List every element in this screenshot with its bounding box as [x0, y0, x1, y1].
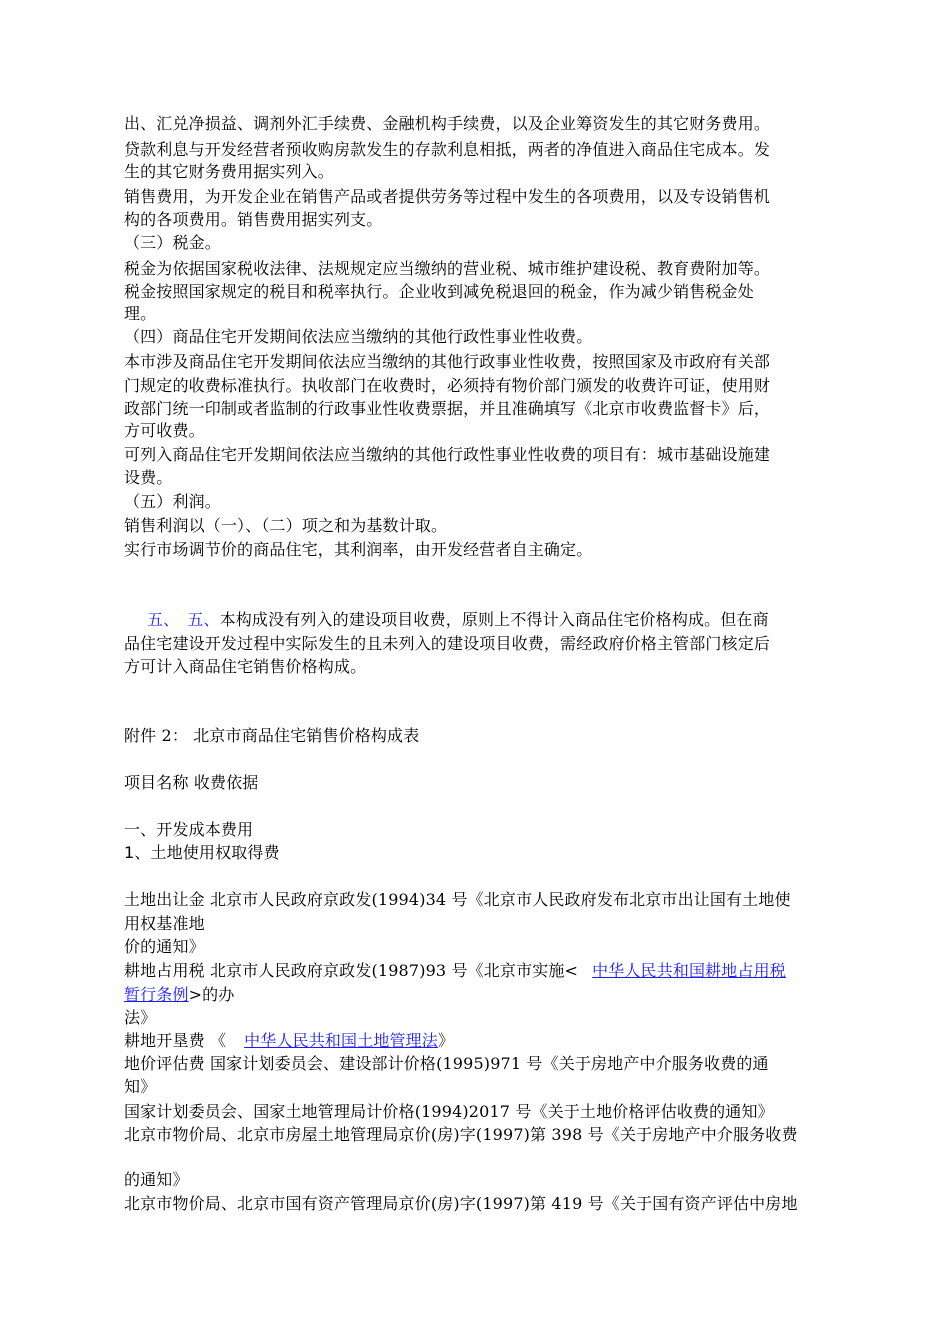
subsection-heading: 1、土地使用权取得费 — [124, 843, 280, 862]
annex-title: 附件 2： 北京市商品住宅销售价格构成表 — [124, 726, 420, 745]
table-row: 价的通知》 — [124, 937, 205, 956]
text-line: 实行市场调节价的商品住宅，其利润率，由开发经营者自主确定。 — [124, 540, 593, 559]
table-row: 知》 — [124, 1077, 157, 1096]
table-row — [124, 1030, 454, 1052]
table-row: 用权基准地 — [124, 914, 205, 933]
table-row: 的通知》 — [124, 1170, 189, 1189]
table-row: 法》 — [124, 1008, 157, 1027]
text-line: 方可计入商品住宅销售价格构成。 — [124, 657, 367, 676]
text-line: 门规定的收费标准执行。执收部门在收费时，必须持有物价部门颁发的收费许可证，使用财 — [124, 376, 771, 395]
text-line: 本构成没有列入的建设项目收费，原则上不得计入商品住宅价格构成。但在商 — [219, 610, 769, 629]
law-link-farmland-tax[interactable]: 中华人民共和国耕地占用税 — [592, 961, 786, 980]
law-link-land-management[interactable]: 中华人民共和国土地管理法 — [244, 1031, 438, 1050]
text-line: 政部门统一印制或者监制的行政事业性收费票据，并且准确填写《北京市收费监督卡》后， — [124, 399, 771, 418]
text-line: 可列入商品住宅开发期间依法应当缴纳的其他行政性事业性收费的项目有：城市基础设施建 — [124, 445, 771, 464]
row-text: >的办 — [188, 985, 235, 1004]
table-row: 北京市物价局、北京市房屋土地管理局京价(房)字(1997)第 398 号《关于房地产中介服务收费 — [124, 1125, 798, 1144]
text-line: 构的各项费用。销售费用据实列支。 — [124, 210, 383, 229]
text-line: 本市涉及商品住宅开发期间依法应当缴纳的其他行政事业性收费，按照国家及市政府有关部 — [124, 352, 771, 371]
text-line: 理。 — [124, 304, 157, 323]
text-line: 设费。 — [124, 468, 173, 487]
text-line: 税金为依据国家税收法律、法规规定应当缴纳的营业税、城市维护建设税、教育费附加等。 — [124, 259, 771, 278]
table-row — [124, 960, 786, 982]
table-row — [124, 984, 234, 1006]
list-number: 五、 — [147, 610, 180, 629]
text-line: 贷款利息与开发经营者预收购房款发生的存款利息相抵，两者的净值进入商品住宅成本。发 — [124, 140, 771, 159]
paragraph-five — [124, 609, 769, 631]
text-line: 出、汇兑净损益、调剂外汇手续费、金融机构手续费，以及企业筹资发生的其它财务费用。 — [124, 114, 771, 133]
table-header: 项目名称 收费依据 — [124, 773, 259, 792]
text-line: 方可收费。 — [124, 421, 205, 440]
section-heading: （三）税金。 — [124, 233, 221, 252]
table-row: 地价评估费 国家计划委员会、建设部计价格(1995)971 号《关于房地产中介服务收费的通 — [124, 1054, 769, 1073]
law-link-farmland-tax-regulation[interactable]: 暂行条例 — [124, 985, 189, 1004]
section-heading: （五）利润。 — [124, 492, 221, 511]
text-line: 税金按照国家规定的税目和税率执行。企业收到减免税退回的税金，作为减少销售税金处 — [124, 282, 754, 301]
text-line: 销售利润以（一）、（二）项之和为基数计取。 — [124, 516, 448, 535]
section-heading: 一、开发成本费用 — [124, 820, 254, 839]
list-number: 五、 — [187, 610, 220, 629]
row-text: 》 — [437, 1031, 455, 1050]
section-heading: （四）商品住宅开发期间依法应当缴纳的其他行政性事业性收费。 — [124, 327, 593, 346]
table-row: 北京市物价局、北京市国有资产管理局京价(房)字(1997)第 419 号《关于国有资产评估中房地 — [124, 1194, 798, 1213]
text-line: 销售费用，为开发企业在销售产品或者提供劳务等过程中发生的各项费用，以及专设销售机 — [124, 187, 771, 206]
text-line: 生的其它财务费用据实列入。 — [124, 162, 334, 181]
row-text: 耕地占用税 北京市人民政府京政发(1987)93 号《北京市实施< — [124, 961, 579, 980]
table-row: 国家计划委员会、国家土地管理局计价格(1994)2017 号《关于土地价格评估收费的通知》 — [124, 1102, 774, 1121]
text-line: 品住宅建设开发过程中实际发生的且未列入的建设项目收费，需经政府价格主管部门核定后 — [124, 634, 771, 653]
table-row: 土地出让金 北京市人民政府京政发(1994)34 号《北京市人民政府发布北京市出让国有土地使 — [124, 890, 791, 909]
row-text: 耕地开垦费 《 — [124, 1031, 227, 1050]
